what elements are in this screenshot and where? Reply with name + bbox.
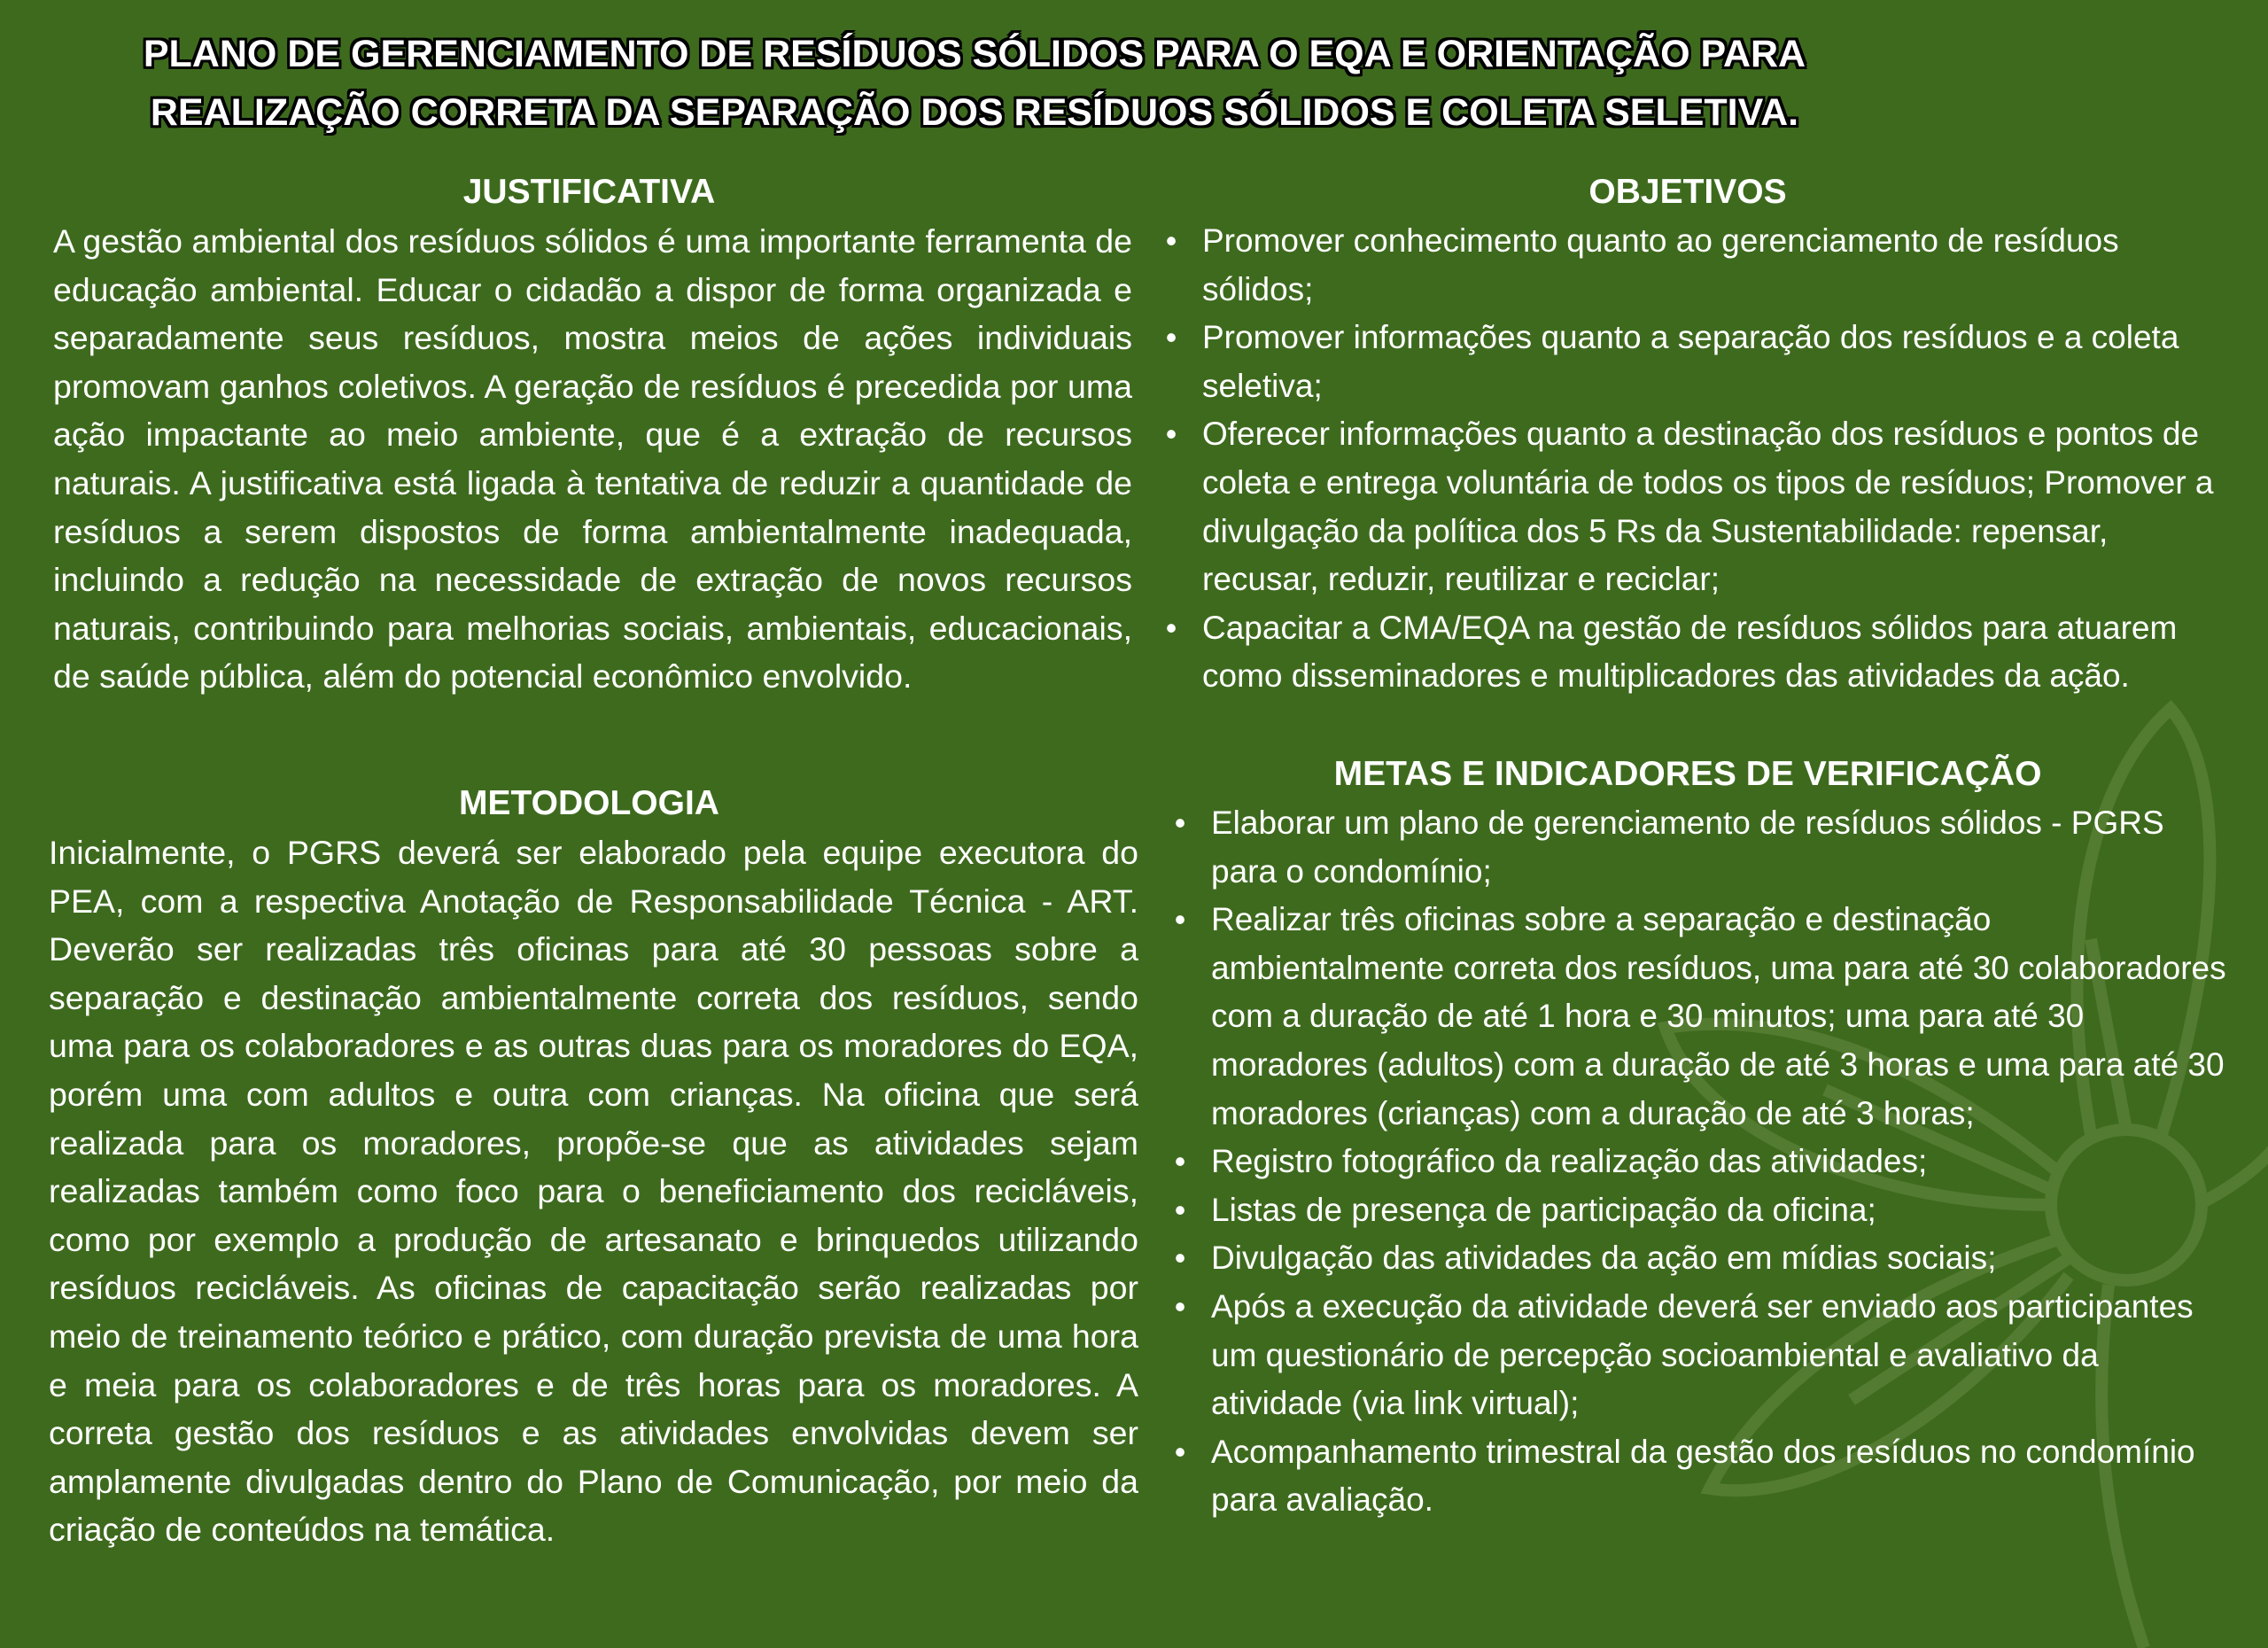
bullet-icon: • bbox=[1165, 609, 1177, 646]
bullet-icon: • bbox=[1165, 222, 1177, 259]
bullet-icon: • bbox=[1174, 1240, 1186, 1277]
list-item: • Oferecer informações quanto a destinação dos resíduos e pontos de coleta e entrega voluntária de todos os tipos de resíduos; Promover a divulgação da política dos 5 Rs da Sustentabilidade: repensar, recusar, reduzir, reutilizar e reciclar; bbox=[1202, 410, 2230, 603]
list-item: • Realizar três oficinas sobre a separação e destinação ambientalmente correta dos resíduos, uma para até 30 colaboradores com a duração de até 1 hora e 30 minutos; uma para até 30 moradores (adultos) com a duração de até 3 horas e uma para até 30 moradores (crianças) com a duração de até 3 horas; bbox=[1211, 896, 2230, 1138]
metodologia-text: Inicialmente, o PGRS deverá ser elaborado pela equipe executora do PEA, com a respectiva Anotação de Responsabilidade Técnica - ART. Deverão ser realizadas três oficinas para até 30 pessoas sobre a separação e destinação ambientalmente correta dos resíduos, sendo uma para os colaboradores e as outras duas para os moradores do EQA, porém uma com adultos e outra com crianças. Na oficina que será realizada para os moradores, propõe-se que as atividades sejam realizadas também como foco para o beneficiamento dos recicláveis, como por exemplo a produção de artesanato e brinquedos utilizando resíduos recicláveis. As oficinas de capacitação serão realizadas por meio de treinamento teórico e prático, com duração prevista de uma hora e meia para os colaboradores e de três horas para os moradores. A correta gestão dos resíduos e as atividades envolvidas devem ser amplamente divulgadas dentro do Plano de Comunicação, por meio da criação de conteúdos na temática. bbox=[49, 834, 1138, 1549]
bullet-icon: • bbox=[1174, 805, 1186, 841]
list-item: • Promover informações quanto a separação dos resíduos e a coleta seletiva; bbox=[1202, 314, 2230, 410]
bullet-icon: • bbox=[1174, 1287, 1186, 1325]
list-item: • Listas de presença de participação da oficina; bbox=[1211, 1186, 2230, 1235]
bullet-icon: • bbox=[1174, 901, 1186, 938]
list-item: • Elaborar um plano de gerenciamento de resíduos sólidos - PGRS para o condomínio; bbox=[1211, 799, 2230, 896]
list-item: • Acompanhamento trimestral da gestão dos resíduos no condomínio para avaliação. bbox=[1211, 1428, 2230, 1525]
bullet-icon: • bbox=[1174, 1143, 1186, 1180]
bullet-icon: • bbox=[1174, 1433, 1186, 1470]
justificativa-text: A gestão ambiental dos resíduos sólidos é uma importante ferramenta de educação ambiental. Educar o cidadão a dispor de forma organizada e separadamente seus resíduos, mostra meios de ações individuais promovam ganhos coletivos. A geração de resíduos é precedida por uma ação impactante ao meio ambiente, que é a extração de recursos naturais. A justificativa está ligada à tentativa de reduzir a quantidade de resíduos a serem dispostos de forma ambientalmente inadequada, incluindo a redução na necessidade de extração de novos recursos naturais, contribuindo para melhorias sociais, ambientais, educacionais, de saúde pública, além do potencial econômico envolvido. bbox=[53, 222, 1132, 696]
objetivos-list bbox=[1165, 217, 2230, 701]
list-item: • Registro fotográfico da realização das atividades; bbox=[1211, 1138, 2230, 1186]
bullet-icon: • bbox=[1165, 319, 1177, 356]
list-item: • Capacitar a CMA/EQA na gestão de resíduos sólidos para atuarem como disseminadores e multiplicadores das atividades da ação. bbox=[1202, 604, 2230, 701]
justificativa-heading: JUSTIFICATIVA bbox=[462, 173, 716, 211]
title-line-1: PLANO DE GERENCIAMENTO DE RESÍDUOS SÓLIDOS PARA O EQA E ORIENTAÇÃO PARA bbox=[143, 33, 1806, 75]
list-item: • Após a execução da atividade deverá ser enviado aos participantes um questionário de percepção socioambiental e avaliativo da atividade (via link virtual); bbox=[1211, 1283, 2230, 1428]
metodologia-heading: METODOLOGIA bbox=[459, 784, 719, 822]
list-item: • Divulgação das atividades da ação em mídias sociais; bbox=[1211, 1234, 2230, 1283]
page-title bbox=[142, 25, 1807, 142]
bullet-icon: • bbox=[1165, 416, 1177, 453]
metas-heading: METAS E INDICADORES DE VERIFICAÇÃO bbox=[1333, 755, 2042, 793]
metas-list bbox=[1174, 799, 2230, 1525]
title-line-2: REALIZAÇÃO CORRETA DA SEPARAÇÃO DOS RESÍDUOS SÓLIDOS E COLETA SELETIVA. bbox=[150, 91, 1799, 134]
objetivos-heading: OBJETIVOS bbox=[1588, 173, 1787, 211]
list-item: • Promover conhecimento quanto ao gerenciamento de resíduos sólidos; bbox=[1202, 217, 2230, 314]
bullet-icon: • bbox=[1174, 1191, 1186, 1228]
